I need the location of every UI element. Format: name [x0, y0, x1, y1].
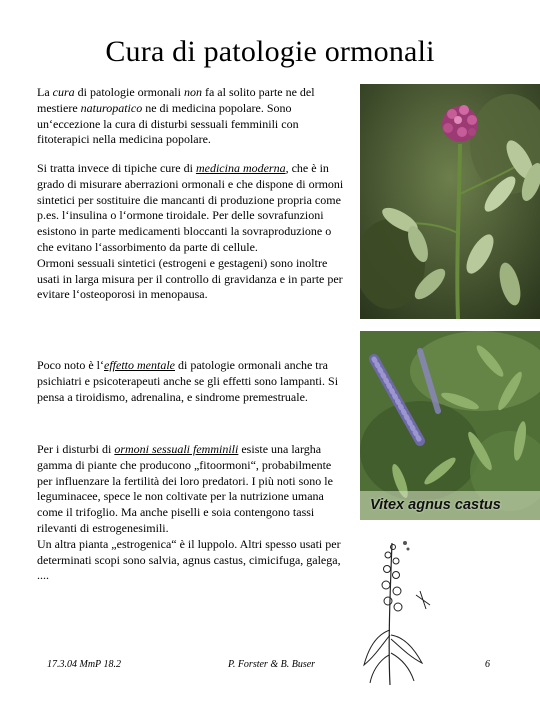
- footer-date: 17.3.04 MmP 18.2: [47, 659, 121, 670]
- clover-illustration: [360, 84, 540, 319]
- plant-sketch-icon: [360, 535, 435, 685]
- text: Si tratta invece di tipiche cure di: [37, 161, 196, 175]
- text: Poco noto è l‘: [37, 358, 104, 372]
- vitex-illustration: [360, 331, 540, 520]
- text: Ormoni sessuali sintetici (estrogeni e gestageni) sono inoltre usati in larga misura per il controllo di gravidanza e in parte per evitare l‘osteoporosi in menopausa.: [37, 255, 343, 302]
- emphasis-effetto-mentale: effetto mentale: [104, 358, 175, 372]
- text: ne di medicina popolare. Sono un‘eccezione la cura di disturbi sessuali femminili con fitoterapici nella medicina popolare.: [37, 100, 299, 147]
- botanical-drawing: [360, 535, 435, 685]
- vitex-caption: Vitex agnus castus: [370, 497, 501, 513]
- emphasis-cura: cura: [52, 85, 75, 99]
- paragraph-phytohormones: [37, 442, 349, 584]
- text: Per i disturbi di: [37, 442, 115, 456]
- emphasis-naturopatico: naturopatico: [80, 100, 143, 115]
- text: esiste una largha gamma di piante che producono „fitoormoni“, probabilmente per influenzare la fertilità dei loro predatori. I più noti sono le leguminacee, spece le non coltivate per la nutrizione umana come il trifoglio. Ma anche piselli e soia contengono tassi rilevanti di estrogenesimili.: [37, 442, 333, 535]
- text: di patologie ormonali: [74, 85, 184, 99]
- text: fa al solito parte ne del mestiere: [37, 85, 315, 115]
- text: di patologie ormonali anche tra psichiatri e psicoterapeuti anche se gli effetti sono lampanti. Si pensa a tiroidismo, adrenalina, e sindrome premestruale.: [37, 358, 339, 404]
- clover-photo: [360, 84, 540, 319]
- footer-page-number: 6: [485, 659, 490, 670]
- emphasis-medicina-moderna: medicina moderna: [195, 161, 286, 175]
- paragraph-modern-medicine: [37, 161, 349, 303]
- text: Un altra pianta „estrogenica“ è il luppolo. Altri spesso usati per determinati scopi sono salvia, agnus castus, cimicifuga, galega, ....: [37, 536, 341, 583]
- emphasis-ormoni-sessuali: ormoni sessuali femminili: [114, 442, 239, 456]
- footer-authors: P. Forster & B. Buser: [228, 659, 316, 670]
- page-title: Cura di patologie ormonali: [105, 35, 435, 68]
- paragraph-mental-effect: [37, 358, 349, 405]
- text: , che è in grado di misurare aberrazioni ormonali e che dispone di ormoni sintetici per sostituire die mancanti di produzione propria come p.es. l‘insulina o l‘ormone tiroidale. Per delle sovrafunzioni esistono in parte medicamenti bloccanti la sovraproduzione o che evitano l‘assorbimento da parte di cellule.: [37, 161, 344, 254]
- vitex-photo: [360, 331, 540, 520]
- emphasis-non: non: [183, 85, 202, 99]
- paragraph-intro: [37, 85, 349, 148]
- text: La: [37, 85, 53, 99]
